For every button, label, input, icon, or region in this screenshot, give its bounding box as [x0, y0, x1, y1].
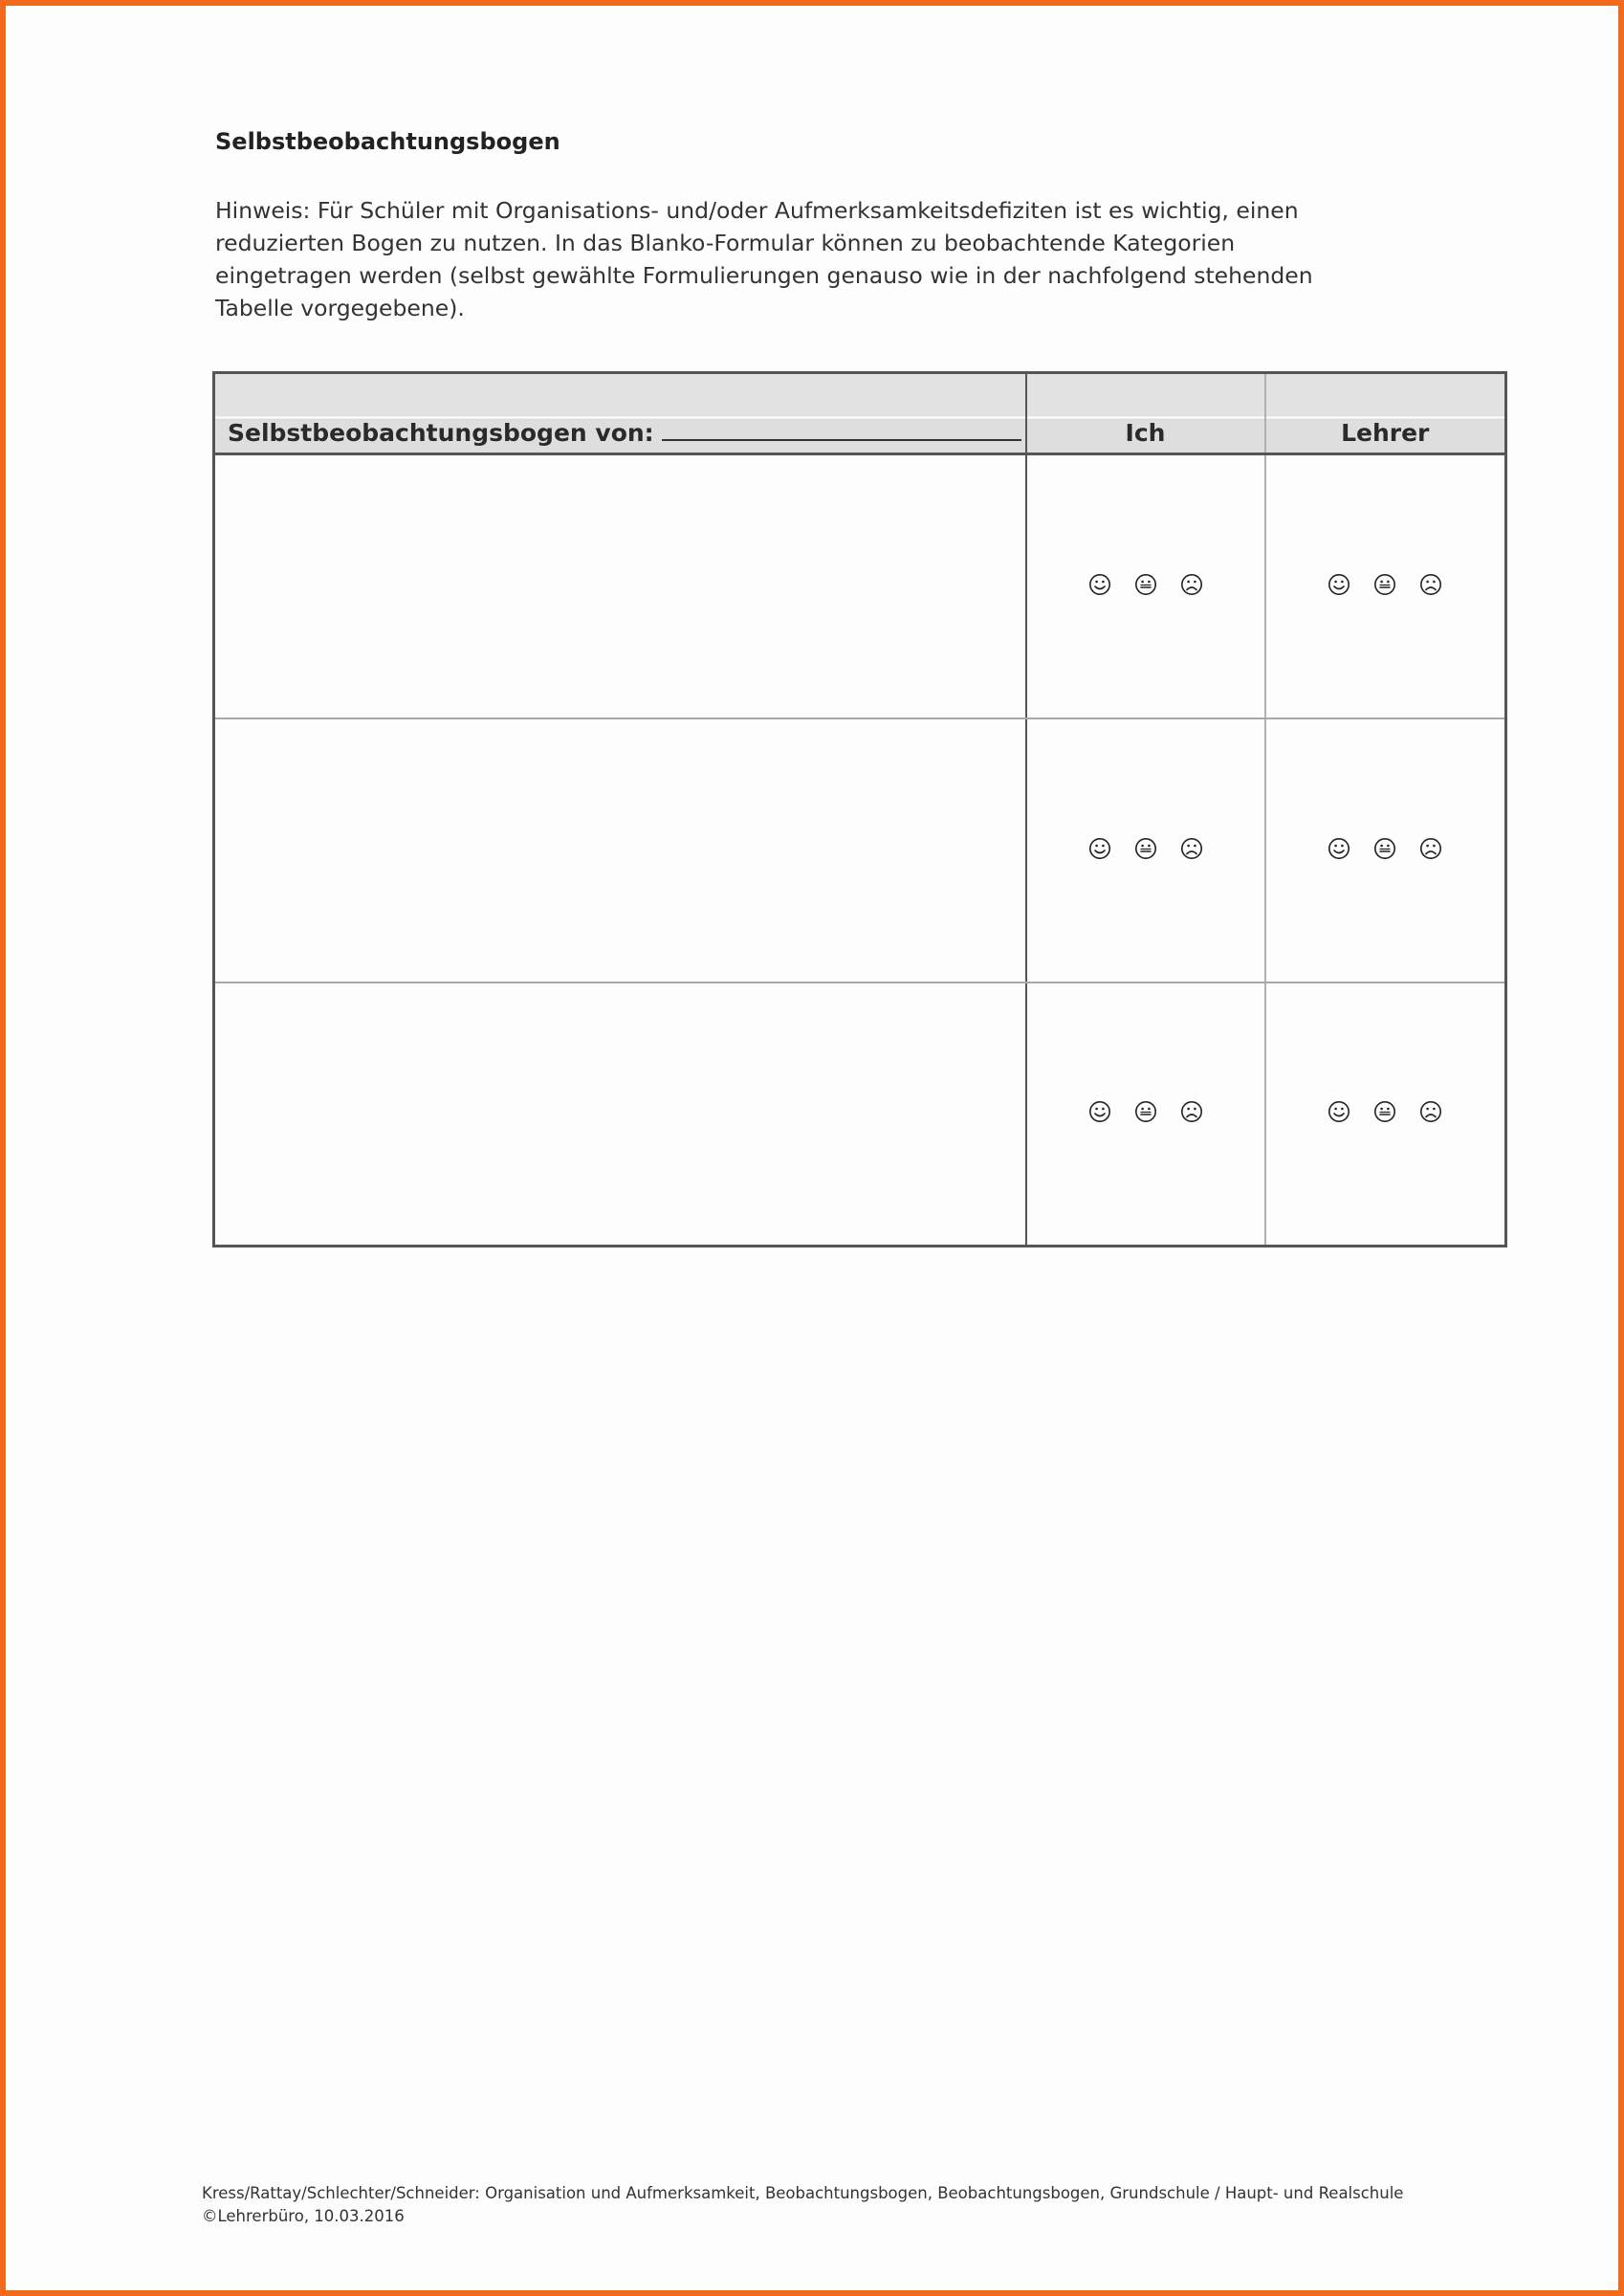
rating-faces: [1328, 837, 1442, 860]
rating-cell-lehrer: [1265, 454, 1506, 718]
smiley-neutral-icon[interactable]: [1134, 1100, 1157, 1123]
header-observation-of: [214, 373, 1026, 454]
smiley-sad-icon[interactable]: [1180, 573, 1203, 596]
smiley-neutral-icon[interactable]: [1373, 837, 1396, 860]
rating-faces: [1088, 573, 1203, 596]
category-cell[interactable]: [214, 718, 1026, 982]
smiley-neutral-icon[interactable]: [1134, 837, 1157, 860]
footer-copyright-line: ©Lehrerbüro, 10.03.2016: [202, 2207, 405, 2225]
smiley-happy-icon[interactable]: [1328, 573, 1350, 596]
table-row: [214, 982, 1506, 1247]
header-lehrer: Lehrer: [1265, 373, 1506, 454]
rating-faces: [1328, 573, 1442, 596]
header-ich: Ich: [1026, 373, 1265, 454]
name-blank-line[interactable]: [662, 416, 1021, 441]
smiley-sad-icon[interactable]: [1419, 573, 1442, 596]
smiley-neutral-icon[interactable]: [1134, 573, 1157, 596]
header-observation-label: Selbstbeobachtungsbogen von:: [228, 419, 654, 447]
rating-faces: [1328, 1100, 1442, 1123]
smiley-happy-icon[interactable]: [1328, 837, 1350, 860]
smiley-happy-icon[interactable]: [1088, 1100, 1111, 1123]
rating-faces: [1088, 837, 1203, 860]
smiley-sad-icon[interactable]: [1419, 1100, 1442, 1123]
table-row: [214, 718, 1506, 982]
rating-cell-ich: [1026, 982, 1265, 1247]
smiley-happy-icon[interactable]: [1088, 837, 1111, 860]
rating-cell-ich: [1026, 718, 1265, 982]
hint-line: reduzierten Bogen zu nutzen. In das Blanko-Formular können zu beobachtende Kategorien: [215, 230, 1236, 256]
observation-table: [212, 371, 1507, 1247]
smiley-sad-icon[interactable]: [1419, 837, 1442, 860]
document-title: Selbstbeobachtungsbogen: [215, 128, 560, 155]
category-cell[interactable]: [214, 454, 1026, 718]
rating-cell-ich: [1026, 454, 1265, 718]
hint-line: Hinweis: Für Schüler mit Organisations- und/oder Aufmerksamkeitsdefiziten ist es wichtig, einen: [215, 197, 1299, 224]
smiley-happy-icon[interactable]: [1328, 1100, 1350, 1123]
table-header-row: [214, 373, 1506, 454]
footer-source-line: Kress/Rattay/Schlechter/Schneider: Organisation und Aufmerksamkeit, Beobachtungsbogen, Beobachtungsbogen, Grundschule / Haupt- und Realschule: [202, 2184, 1404, 2202]
smiley-neutral-icon[interactable]: [1373, 1100, 1396, 1123]
hint-line: Tabelle vorgegebene).: [215, 295, 465, 321]
category-cell[interactable]: [214, 982, 1026, 1247]
rating-faces: [1088, 1100, 1203, 1123]
hint-paragraph: [215, 194, 1401, 324]
hint-line: eingetragen werden (selbst gewählte Formulierungen genauso wie in der nachfolgend stehenden: [215, 262, 1313, 289]
smiley-neutral-icon[interactable]: [1373, 573, 1396, 596]
smiley-happy-icon[interactable]: [1088, 573, 1111, 596]
smiley-sad-icon[interactable]: [1180, 1100, 1203, 1123]
page-footer: [202, 2182, 1403, 2228]
smiley-sad-icon[interactable]: [1180, 837, 1203, 860]
table-row: [214, 454, 1506, 718]
rating-cell-lehrer: [1265, 718, 1506, 982]
rating-cell-lehrer: [1265, 982, 1506, 1247]
